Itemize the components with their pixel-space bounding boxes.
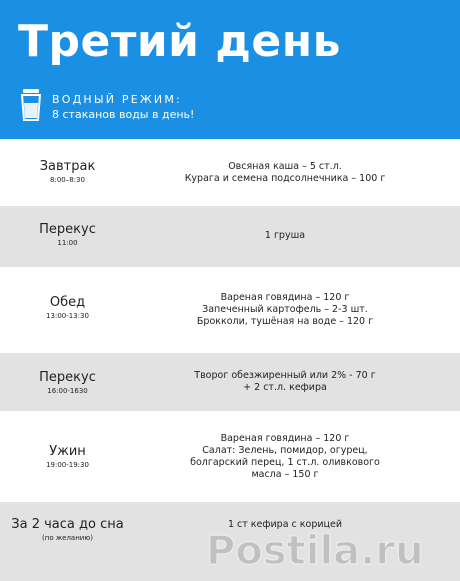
meal-name: Ужин <box>49 444 86 459</box>
water-glass-icon <box>20 89 42 121</box>
menu-item: Запеченный картофель – 2-3 шт. <box>202 304 368 315</box>
meal-row-breakfast <box>0 139 460 206</box>
meal-row-before-sleep <box>0 502 460 581</box>
meal-time: 8:00–8:30 <box>50 176 85 184</box>
menu-item: Творог обезжиренный или 2% - 70 г <box>194 370 376 381</box>
water-regime-text: 8 стаканов воды в день! <box>52 108 195 121</box>
meal-cell <box>0 370 135 396</box>
menu-cell <box>160 433 410 481</box>
meal-name: Перекус <box>39 222 96 237</box>
menu-cell <box>160 519 410 531</box>
menu-item: Салат: Зелень, помидор, огурец, <box>202 445 368 456</box>
header-banner <box>0 0 460 139</box>
menu-item: Вареная говядина – 120 г <box>220 433 350 444</box>
meal-cell <box>0 222 135 248</box>
meal-time: (по желанию) <box>42 534 93 542</box>
menu-cell <box>160 230 410 242</box>
menu-item: 1 ст кефира с корицей <box>227 519 343 530</box>
meal-row-dinner <box>0 411 460 502</box>
meal-name: Перекус <box>39 370 96 385</box>
watermark-text: Postila.ru <box>206 528 424 574</box>
meal-row-snack-2 <box>0 353 460 411</box>
water-regime-label: ВОДНЫЙ РЕЖИМ: <box>52 93 182 106</box>
meal-time: 16:00-1630 <box>47 387 88 395</box>
menu-item: Курага и семена подсолнечника – 100 г <box>184 173 386 184</box>
menu-item: Брокколи, тушёная на воде – 120 г <box>196 316 374 327</box>
meal-cell <box>0 444 135 470</box>
menu-item: Овсяная каша – 5 ст.л. <box>228 161 342 172</box>
menu-cell <box>160 161 410 185</box>
meal-row-lunch <box>0 267 460 353</box>
menu-item: 1 груша <box>264 230 306 241</box>
menu-cell <box>160 292 410 328</box>
menu-item: + 2 ст.л. кефира <box>243 382 327 393</box>
menu-cell <box>160 370 410 394</box>
menu-item: болгарский перец, 1 ст.л. оливкового <box>190 457 380 468</box>
meal-name: Обед <box>49 295 86 310</box>
menu-item: Вареная говядина – 120 г <box>220 292 350 303</box>
meal-cell <box>0 517 135 543</box>
meal-row-snack-1 <box>0 206 460 267</box>
page-title: Третий день <box>18 16 341 67</box>
meal-name: Завтрак <box>39 159 96 174</box>
meal-cell <box>0 295 135 321</box>
meal-time: 19:00-19:30 <box>46 461 89 469</box>
menu-item: масла – 150 г <box>251 469 319 480</box>
meal-name: За 2 часа до сна <box>11 517 124 532</box>
meal-time: 13:00-13:30 <box>46 312 89 320</box>
meal-cell <box>0 159 135 185</box>
meal-time: 11:00 <box>57 239 78 247</box>
